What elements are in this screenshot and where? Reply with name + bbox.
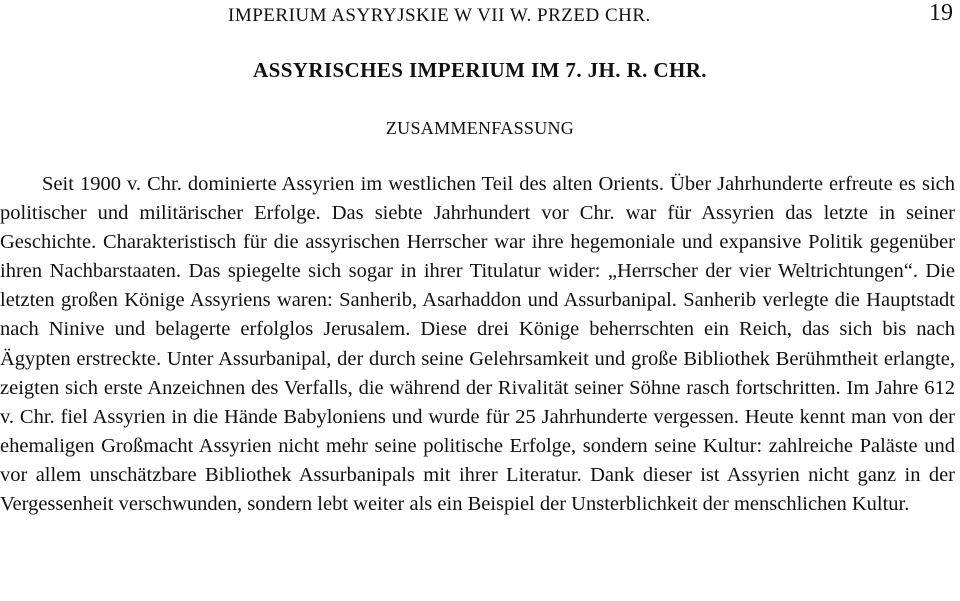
page-number: 19 <box>929 0 953 26</box>
summary-paragraph: Seit 1900 v. Chr. dominierte Assyrien im westlichen Teil des alten Orients. Über Jahrhunderte erfreute es sich politischer und militärischer Erfolge. Das siebte Jahrhundert vor Chr. war für Assyrien das letzte in seiner Geschichte. Charakteristisch für die assyrischen Herrscher war ihre hegemoniale und expansive Politik gegenüber ihren Nachbarstaaten. Das spiegelte sich sogar in ihrer Titulatur wider: „Herrscher der vier Weltrichtungen“. Die letzten großen Könige Assyriens waren: Sanherib, Asarhaddon und Assurbanipal. Sanherib verlegte die Hauptstadt nach Ninive und belagerte erfolglos Jerusalem. Diese drei Könige beherrschten ein Reich, das sich bis nach Ägypten erstreckte. Unter Assurbanipal, der durch seine Gelehrsamkeit und große Bibliothek Berühmtheit erlangte, zeigten sich erste Anzeichnen des Verfalls, die während der Rivalität seiner Söhne rasch fortschritten. Im Jahre 612 v. Chr. fiel Assyrien in die Hände Babyloniens und wurde für 25 Jahrhunderte vergessen. Heute kennt man von der ehemaligen Großmacht Assyrien nicht mehr seine politische Erfolge, sondern seine Kultur: zahlreiche Paläste und vor allem unschätzbare Bibliothek Assurbanipals mit ihrer Literatur. Dank dieser ist Assyrien nicht ganz in der Vergessenheit verschwunden, sondern lebt weiter als ein Beispiel der Unsterblichkeit der menschlichen Kultur. <box>0 173 955 516</box>
running-head <box>0 0 960 34</box>
section-heading: ZUSAMMENFASSUNG <box>385 118 575 138</box>
running-head-title: IMPERIUM ASYRYJSKIE W VII W. PRZED CHR. <box>228 5 651 26</box>
article-title: ASSYRISCHES IMPERIUM IM 7. JH. R. CHR. <box>253 58 707 82</box>
